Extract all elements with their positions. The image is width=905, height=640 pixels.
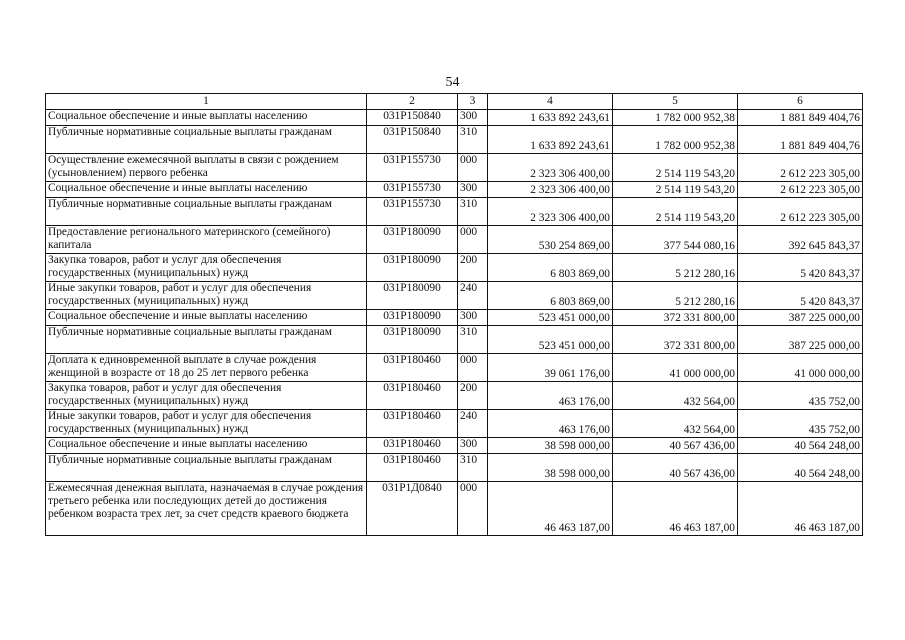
row-code-cell: 031Р150840 <box>367 126 458 154</box>
row-name-cell: Публичные нормативные социальные выплаты гражданам <box>46 126 367 154</box>
header-cell: 1 <box>46 94 367 110</box>
row-code-cell: 031Р180090 <box>367 310 458 326</box>
row-value-cell: 40 564 248,00 <box>738 438 863 454</box>
row-value-cell: 41 000 000,00 <box>613 354 738 382</box>
row-name-cell: Закупка товаров, работ и услуг для обеспечения государственных (муниципальных) нужд <box>46 254 367 282</box>
row-name-cell: Публичные нормативные социальные выплаты гражданам <box>46 198 367 226</box>
row-expense-type-cell: 310 <box>458 326 488 354</box>
row-code-cell: 031Р180460 <box>367 454 458 482</box>
row-code-cell: 031Р155730 <box>367 154 458 182</box>
header-cell: 6 <box>738 94 863 110</box>
row-value-cell: 432 564,00 <box>613 382 738 410</box>
row-expense-type-cell: 300 <box>458 438 488 454</box>
row-name-cell: Социальное обеспечение и иные выплаты населению <box>46 110 367 126</box>
row-expense-type-cell: 240 <box>458 410 488 438</box>
row-value-cell: 38 598 000,00 <box>488 438 613 454</box>
table-row <box>46 282 863 310</box>
table-row <box>46 354 863 382</box>
row-value-cell: 1 881 849 404,76 <box>738 126 863 154</box>
row-name-cell: Осуществление ежемесячной выплаты в связи с рождением (усыновлением) первого ребенка <box>46 154 367 182</box>
row-name-cell: Социальное обеспечение и иные выплаты населению <box>46 182 367 198</box>
header-cell: 4 <box>488 94 613 110</box>
row-value-cell: 40 564 248,00 <box>738 454 863 482</box>
row-expense-type-cell: 000 <box>458 354 488 382</box>
row-value-cell: 40 567 436,00 <box>613 438 738 454</box>
row-value-cell: 530 254 869,00 <box>488 226 613 254</box>
row-name-cell: Социальное обеспечение и иные выплаты населению <box>46 438 367 454</box>
table-row <box>46 410 863 438</box>
row-expense-type-cell: 000 <box>458 154 488 182</box>
table-row <box>46 482 863 536</box>
row-value-cell: 2 612 223 305,00 <box>738 154 863 182</box>
header-cell: 5 <box>613 94 738 110</box>
row-name-cell: Публичные нормативные социальные выплаты гражданам <box>46 326 367 354</box>
row-value-cell: 2 514 119 543,20 <box>613 182 738 198</box>
row-value-cell: 387 225 000,00 <box>738 310 863 326</box>
row-name-cell: Социальное обеспечение и иные выплаты населению <box>46 310 367 326</box>
row-name-cell: Предоставление регионального материнского (семейного) капитала <box>46 226 367 254</box>
row-code-cell: 031Р180460 <box>367 438 458 454</box>
table-row <box>46 198 863 226</box>
row-value-cell: 2 323 306 400,00 <box>488 198 613 226</box>
row-value-cell: 372 331 800,00 <box>613 326 738 354</box>
row-value-cell: 372 331 800,00 <box>613 310 738 326</box>
row-value-cell: 41 000 000,00 <box>738 354 863 382</box>
table-row <box>46 182 863 198</box>
row-value-cell: 46 463 187,00 <box>488 482 613 536</box>
row-value-cell: 463 176,00 <box>488 410 613 438</box>
row-value-cell: 46 463 187,00 <box>613 482 738 536</box>
row-value-cell: 38 598 000,00 <box>488 454 613 482</box>
row-value-cell: 1 782 000 952,38 <box>613 126 738 154</box>
row-value-cell: 377 544 080,16 <box>613 226 738 254</box>
row-value-cell: 1 881 849 404,76 <box>738 110 863 126</box>
row-name-cell: Публичные нормативные социальные выплаты гражданам <box>46 454 367 482</box>
table-row <box>46 454 863 482</box>
row-value-cell: 2 612 223 305,00 <box>738 182 863 198</box>
row-expense-type-cell: 300 <box>458 310 488 326</box>
row-expense-type-cell: 240 <box>458 282 488 310</box>
row-value-cell: 2 514 119 543,20 <box>613 198 738 226</box>
table-row <box>46 226 863 254</box>
row-name-cell: Иные закупки товаров, работ и услуг для обеспечения государственных (муниципальных) нужд <box>46 282 367 310</box>
table-row <box>46 310 863 326</box>
row-expense-type-cell: 310 <box>458 454 488 482</box>
table-row <box>46 154 863 182</box>
header-cell: 2 <box>367 94 458 110</box>
row-value-cell: 387 225 000,00 <box>738 326 863 354</box>
row-code-cell: 031Р180460 <box>367 410 458 438</box>
row-value-cell: 435 752,00 <box>738 410 863 438</box>
table-row <box>46 438 863 454</box>
row-value-cell: 39 061 176,00 <box>488 354 613 382</box>
row-expense-type-cell: 310 <box>458 126 488 154</box>
row-name-cell: Закупка товаров, работ и услуг для обеспечения государственных (муниципальных) нужд <box>46 382 367 410</box>
row-expense-type-cell: 300 <box>458 182 488 198</box>
row-name-cell: Иные закупки товаров, работ и услуг для обеспечения государственных (муниципальных) нужд <box>46 410 367 438</box>
row-code-cell: 031Р180460 <box>367 354 458 382</box>
row-value-cell: 435 752,00 <box>738 382 863 410</box>
row-value-cell: 2 323 306 400,00 <box>488 182 613 198</box>
row-code-cell: 031Р150840 <box>367 110 458 126</box>
table-body <box>46 94 863 536</box>
row-expense-type-cell: 200 <box>458 254 488 282</box>
row-value-cell: 432 564,00 <box>613 410 738 438</box>
page-number: 54 <box>445 75 460 90</box>
row-value-cell: 1 782 000 952,38 <box>613 110 738 126</box>
header-cell: 3 <box>458 94 488 110</box>
row-value-cell: 5 420 843,37 <box>738 282 863 310</box>
row-value-cell: 6 803 869,00 <box>488 254 613 282</box>
row-value-cell: 1 633 892 243,61 <box>488 110 613 126</box>
row-code-cell: 031Р155730 <box>367 182 458 198</box>
row-code-cell: 031Р180090 <box>367 326 458 354</box>
row-value-cell: 2 514 119 543,20 <box>613 154 738 182</box>
row-value-cell: 40 567 436,00 <box>613 454 738 482</box>
row-value-cell: 523 451 000,00 <box>488 326 613 354</box>
row-value-cell: 523 451 000,00 <box>488 310 613 326</box>
table-row <box>46 110 863 126</box>
row-code-cell: 031Р1Д0840 <box>367 482 458 536</box>
row-expense-type-cell: 300 <box>458 110 488 126</box>
row-code-cell: 031Р180090 <box>367 254 458 282</box>
table-row <box>46 126 863 154</box>
table-row <box>46 254 863 282</box>
row-value-cell: 5 212 280,16 <box>613 282 738 310</box>
row-value-cell: 5 212 280,16 <box>613 254 738 282</box>
row-expense-type-cell: 200 <box>458 382 488 410</box>
row-expense-type-cell: 000 <box>458 226 488 254</box>
row-expense-type-cell: 000 <box>458 482 488 536</box>
budget-table <box>45 93 863 536</box>
row-value-cell: 392 645 843,37 <box>738 226 863 254</box>
row-value-cell: 2 612 223 305,00 <box>738 198 863 226</box>
row-name-cell: Ежемесячная денежная выплата, назначаемая в случае рождения третьего ребенка или последующих детей до достижения ребенком возраста трех лет, за счет средств краевого бюджета <box>46 482 367 536</box>
row-code-cell: 031Р180460 <box>367 382 458 410</box>
row-value-cell: 46 463 187,00 <box>738 482 863 536</box>
table-header-row <box>46 94 863 110</box>
row-value-cell: 2 323 306 400,00 <box>488 154 613 182</box>
row-expense-type-cell: 310 <box>458 198 488 226</box>
row-value-cell: 463 176,00 <box>488 382 613 410</box>
row-code-cell: 031Р155730 <box>367 198 458 226</box>
row-value-cell: 6 803 869,00 <box>488 282 613 310</box>
table-row <box>46 326 863 354</box>
row-code-cell: 031Р180090 <box>367 282 458 310</box>
row-value-cell: 1 633 892 243,61 <box>488 126 613 154</box>
row-value-cell: 5 420 843,37 <box>738 254 863 282</box>
table-row <box>46 382 863 410</box>
row-code-cell: 031Р180090 <box>367 226 458 254</box>
row-name-cell: Доплата к единовременной выплате в случае рождения женщиной в возрасте от 18 до 25 лет первого ребенка <box>46 354 367 382</box>
